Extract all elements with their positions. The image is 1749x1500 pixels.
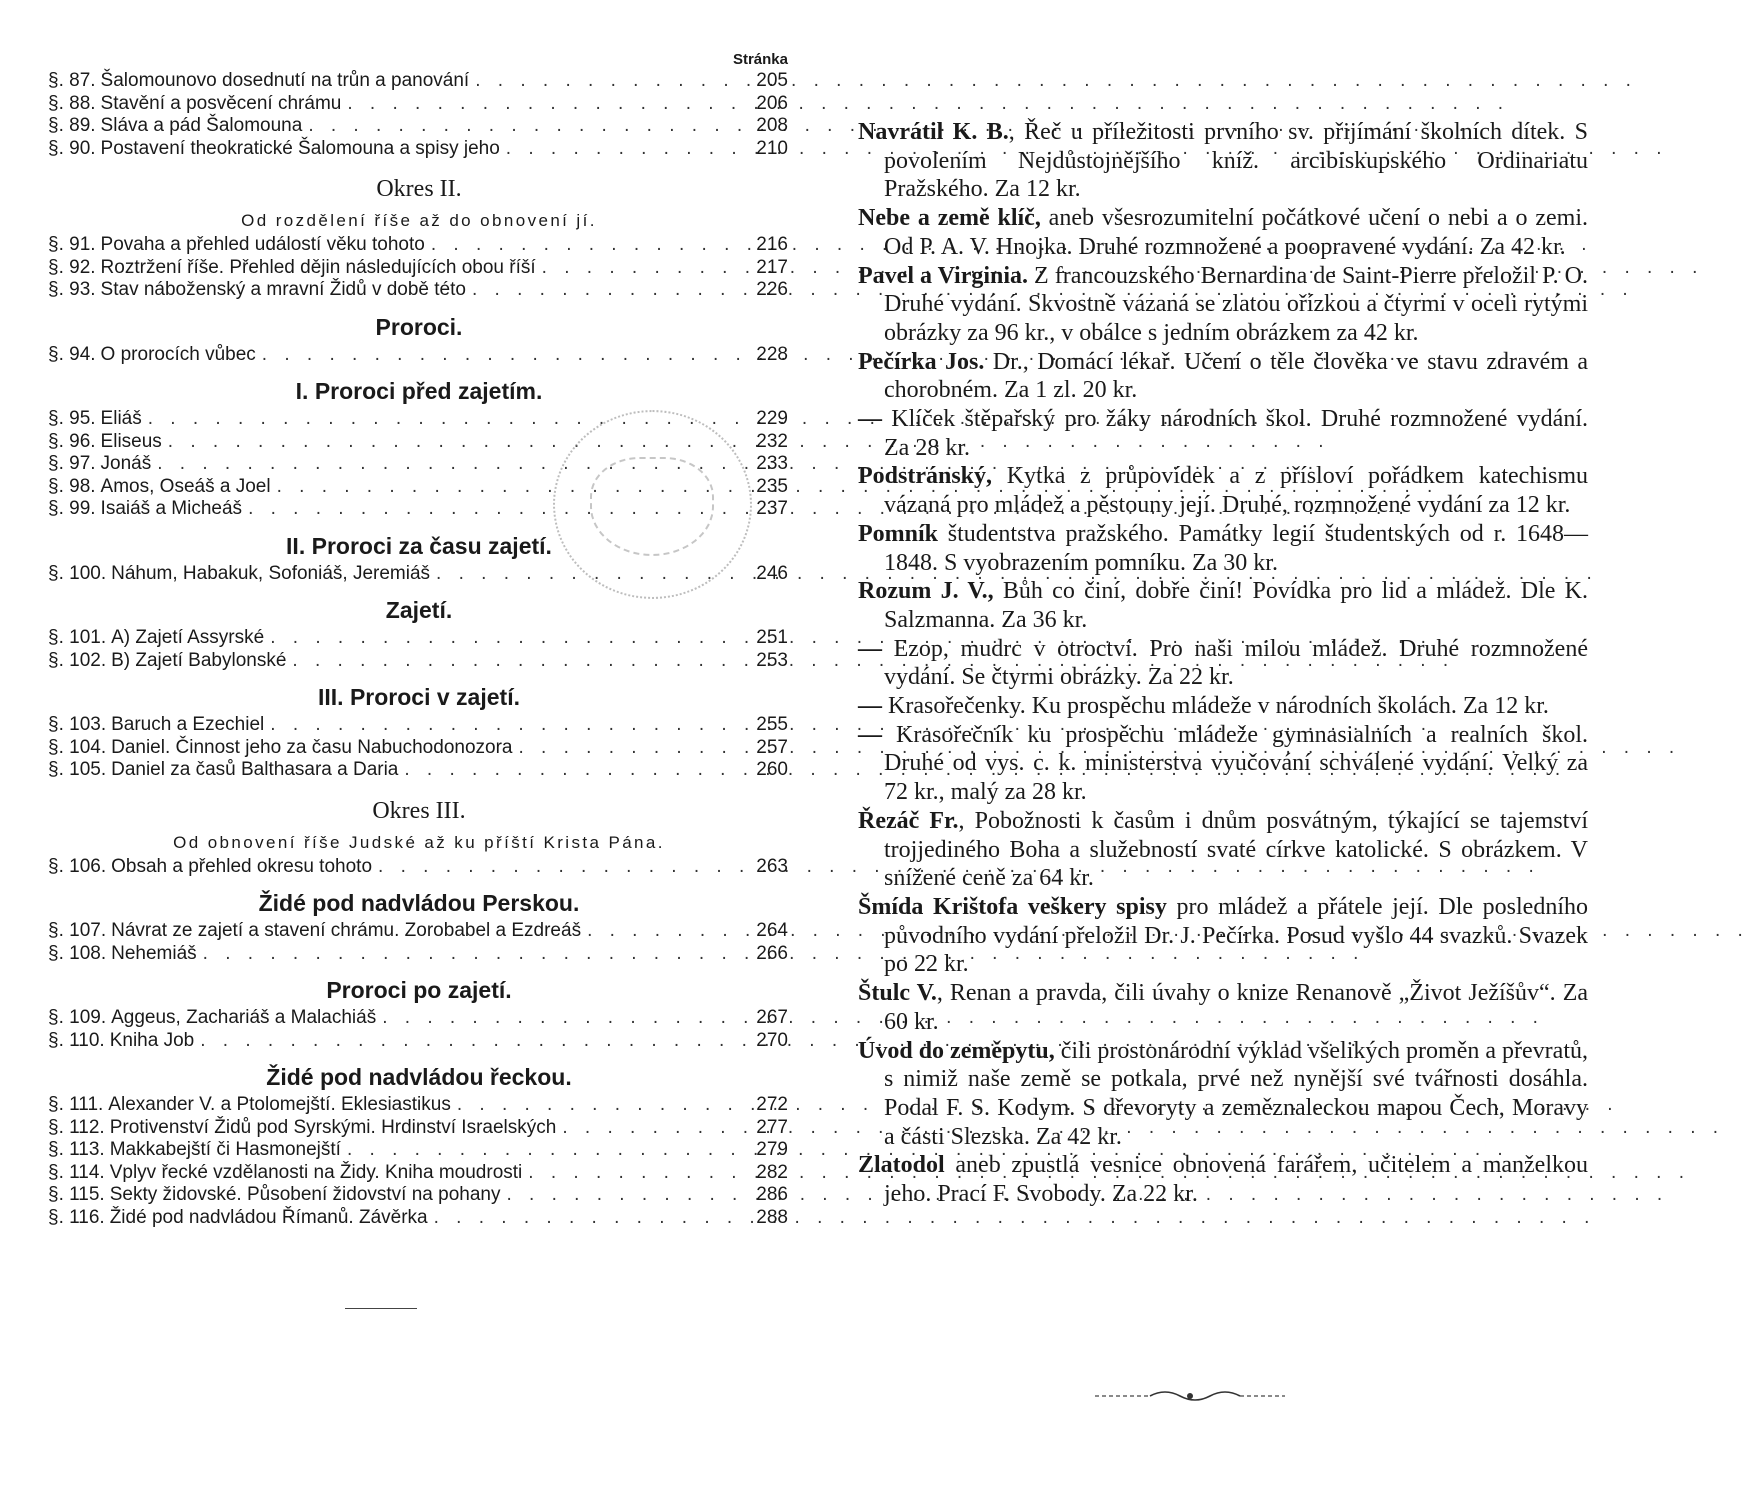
section-title: Daniel. Činnost jeho za času Nabuchodonozora xyxy=(111,736,513,758)
toc-entry xyxy=(48,1094,790,1117)
leader-dots xyxy=(581,920,738,943)
page-number: 282 xyxy=(756,1161,788,1183)
leader-dots xyxy=(264,714,738,737)
book-description: Bůh co činí, dobře činí! Povídka pro lid a mládež. Dle K. Salzmanna. Za 36 kr. xyxy=(884,578,1588,633)
toc-entry xyxy=(48,257,790,280)
table-of-contents xyxy=(48,70,790,1229)
section-title: O prorocích vůbec xyxy=(100,343,256,365)
section-number: §. 92. xyxy=(48,256,96,278)
toc-entry xyxy=(48,856,790,879)
section-title: Povaha a přehled událostí věku tohoto xyxy=(100,234,425,255)
page-number: 217 xyxy=(756,256,788,278)
book-author-title: — xyxy=(858,635,882,662)
book-listing xyxy=(858,405,1588,462)
toc-entry xyxy=(48,279,790,302)
toc-entry xyxy=(48,737,790,760)
page-number: 260 xyxy=(756,759,788,780)
page-number: 255 xyxy=(756,714,788,735)
book-author-title: Nebe a země klíč, xyxy=(858,205,1041,232)
section-number: §. 97. xyxy=(48,453,96,474)
book-author-title: Štulc V. xyxy=(858,980,937,1007)
page-number: 235 xyxy=(756,475,788,497)
book-description: Dr., Domácí lékař. Učení o těle člověka ve stavu zdravém a chorobném. Za 1 zl. 20 kr. xyxy=(884,348,1588,404)
toc-entry xyxy=(48,714,790,737)
leader-dots xyxy=(428,1207,738,1230)
section-number: §. 98. xyxy=(48,475,96,497)
book-author-title: — xyxy=(858,721,882,748)
section-number: §. 88. xyxy=(48,92,96,114)
page-number: 210 xyxy=(756,137,788,159)
page-number: 264 xyxy=(756,920,788,941)
book-listing xyxy=(858,1151,1588,1208)
section-title: Šalomounovo dosednutí na trůn a panování xyxy=(100,70,470,91)
section-title: Kniha Job xyxy=(109,1029,195,1051)
section-heading: Proroci po zajetí. xyxy=(326,977,512,1003)
section-title: Nehemiáš xyxy=(111,942,197,964)
toc-entry xyxy=(48,650,790,673)
period-subtitle: Od rozdělení říše až do obnovení jí. xyxy=(241,211,597,230)
section-number: §. 108. xyxy=(48,942,107,964)
book-author-title: — xyxy=(858,406,882,433)
book-description: Kytka z průpovídek a z přísloví pořádkem katechismu vázaná pro mládež a pěstouny její. Druhé, rozmnožené vydání za 12 kr. xyxy=(884,463,1588,519)
section-number: §. 106. xyxy=(48,855,107,877)
book-listing xyxy=(858,118,1588,204)
book-listing xyxy=(858,520,1588,577)
leader-dots xyxy=(372,856,738,879)
page-number: 266 xyxy=(756,942,788,964)
page-number: 288 xyxy=(756,1206,788,1228)
period-heading: Okres III. xyxy=(372,797,466,824)
page-number: 208 xyxy=(756,115,788,136)
section-number: §. 93. xyxy=(48,279,96,300)
section-title: Eliáš xyxy=(100,408,142,429)
leader-dots xyxy=(341,1139,738,1162)
book-listing xyxy=(858,807,1588,893)
page-number: 270 xyxy=(756,1029,788,1051)
page-number: 263 xyxy=(756,855,788,877)
page-number: 257 xyxy=(756,736,788,758)
section-heading: Židé pod nadvládou řeckou. xyxy=(266,1064,572,1090)
section-title: B) Zajetí Babylonské xyxy=(111,649,287,671)
library-stamp xyxy=(553,410,752,599)
page-number: 205 xyxy=(756,70,788,91)
period-heading: Okres II. xyxy=(376,176,462,202)
book-description: Ezop, mudrc v otroctví. Pro naši milou mládež. Druhé rozmnožené vydání. Se čtyrmi obrázky. Za 22 kr. xyxy=(882,635,1588,691)
toc-entry xyxy=(48,344,790,367)
book-description: , Renan a pravda, čili úvahy o knize Renanově „Život Ježíšův“. Za 60 kr. xyxy=(884,980,1589,1035)
ornament-divider xyxy=(1095,1388,1285,1404)
section-title: Eliseus xyxy=(100,430,162,452)
section-number: §. 102. xyxy=(48,649,107,671)
toc-entry xyxy=(48,234,790,257)
page-number: 233 xyxy=(756,453,788,474)
section-title: Sekty židovské. Působení židovství na pohany xyxy=(109,1184,501,1205)
leader-dots xyxy=(512,737,738,760)
left-page-contents xyxy=(48,50,790,1229)
section-heading: II. Proroci za času zajetí. xyxy=(286,532,552,559)
book-listing xyxy=(858,692,1588,721)
toc-entry xyxy=(48,1030,790,1053)
section-title: Makkabejští či Hasmonejští xyxy=(109,1139,341,1160)
page-number: 253 xyxy=(756,649,788,671)
page-number: 279 xyxy=(756,1139,788,1160)
page-number: 229 xyxy=(756,408,788,429)
section-number: §. 115. xyxy=(48,1184,105,1205)
section-number: §. 116. xyxy=(48,1206,105,1228)
section-number: §. 99. xyxy=(48,498,96,519)
book-description: Klíček štěpařský pro žáky národních škol. Druhé rozmnožené vydání. Za 28 kr. xyxy=(882,406,1588,461)
section-number: §. 104. xyxy=(48,736,107,758)
book-author-title: Navrátil K. B. xyxy=(858,119,1009,145)
leader-dots xyxy=(522,1162,738,1185)
section-number: §. 96. xyxy=(48,430,96,452)
section-number: §. 109. xyxy=(48,1007,107,1028)
toc-entry xyxy=(48,1007,790,1030)
leader-dots xyxy=(194,1030,738,1053)
section-heading: Proroci. xyxy=(375,313,463,340)
book-description: aneb všesrozumitelní počátkové učení o nebi a o zemi. Od P. A. V. Hnojka. Druhé rozmnožené a poopravené vydání. Za 42 kr. xyxy=(884,205,1588,260)
book-description: Z francouzského Bernardina de Saint-Pierre přeložil P. O. Druhé vydání. Skvostně vázaná se zlatou ořízkou a čtyrmi v oceli rytými obrázky za 96 kr., v obálce s jedním obrázkem za 42 kr. xyxy=(884,262,1588,346)
book-listing xyxy=(858,262,1588,348)
book-listing xyxy=(858,577,1588,634)
book-listing xyxy=(858,204,1588,261)
toc-entry xyxy=(48,93,790,116)
book-listing xyxy=(858,348,1588,405)
section-title: A) Zajetí Assyrské xyxy=(111,627,265,648)
right-page-advertisements xyxy=(858,118,1588,1209)
leader-dots xyxy=(556,1117,738,1140)
book-description: Krasořečenky. Ku prospěchu mládeže v národních školách. Za 12 kr. xyxy=(882,693,1549,720)
book-listing xyxy=(858,1037,1588,1152)
section-title: Obsah a přehled okresu tohoto xyxy=(111,855,373,877)
section-title: Sláva a pád Šalomouna xyxy=(100,115,303,136)
book-description: , Řeč u příležitosti prvního sv. přijímání školních dítek. S povolením Nejdůstojnějšího kníž. arcibiskupského Ordinariatu Pražského. Za 12 kr. xyxy=(884,119,1588,203)
section-number: §. 100. xyxy=(48,562,107,584)
toc-entry xyxy=(48,1117,790,1140)
toc-entry xyxy=(48,138,790,161)
section-number: §. 101. xyxy=(48,627,107,648)
section-number: §. 114. xyxy=(48,1161,105,1183)
page-number: 246 xyxy=(756,562,788,584)
page-number: 251 xyxy=(756,627,788,648)
leader-dots xyxy=(256,344,738,367)
section-title: Jonáš xyxy=(100,453,152,474)
section-number: §. 110. xyxy=(48,1029,105,1051)
leader-dots xyxy=(469,70,738,93)
book-description: Krasořečník ku prospěchu mládeže gymnasialních a realních škol. Druhé od vys. c. k. ministerstva vyučování schválené vydání. Velký za 72 kr., malý za 28 kr. xyxy=(882,721,1588,806)
book-listing xyxy=(858,893,1588,979)
page-number: 286 xyxy=(756,1184,788,1205)
page-number: 277 xyxy=(756,1116,788,1138)
book-description: , Pobožnosti k časům i dnům posvátným, týkající se tajemství trojjediného Boha a služebností svaté církve katolické. S obrázkem. V snížené ceně za 64 kr. xyxy=(884,807,1588,892)
section-number: §. 113. xyxy=(48,1139,105,1160)
book-author-title: Podstránský, xyxy=(858,463,993,490)
toc-entry xyxy=(48,1162,790,1185)
section-number: §. 103. xyxy=(48,714,107,735)
book-description: študentstva pražského. Památky legií študentských od r. 1648—1848. S vyobrazením pomníku. Za 30 kr. xyxy=(884,520,1588,576)
section-title: Amos, Oseáš a Joel xyxy=(100,475,271,497)
leader-dots xyxy=(451,1094,738,1117)
section-number: §. 94. xyxy=(48,343,96,365)
leader-dots xyxy=(500,1184,738,1207)
period-subtitle: Od obnovení říše Judské až ku příští Krista Pána. xyxy=(173,832,665,852)
toc-entry xyxy=(48,1139,790,1162)
page-number: 228 xyxy=(756,343,788,365)
section-title: Postavení theokratické Šalomouna a spisy jeho xyxy=(100,137,500,159)
book-author-title: Řezáč Fr. xyxy=(858,807,959,834)
section-number: §. 107. xyxy=(48,920,107,941)
section-heading: Židé pod nadvládou Perskou. xyxy=(258,890,580,916)
book-author-title: Pečírka Jos. xyxy=(858,348,985,375)
book-listing xyxy=(858,979,1588,1036)
page-number: 232 xyxy=(756,430,788,452)
toc-entry xyxy=(48,920,790,943)
leader-dots xyxy=(341,93,738,116)
book-author-title: Zlatodol xyxy=(858,1152,945,1179)
book-author-title: Šmída Krištofa veškery spisy xyxy=(858,893,1167,920)
leader-dots xyxy=(376,1007,738,1030)
book-author-title: Pomník xyxy=(858,520,939,547)
page-number: 237 xyxy=(756,498,788,519)
section-number: §. 89. xyxy=(48,115,96,136)
section-heading: I. Proroci před zajetím. xyxy=(295,378,543,404)
book-description: pro mládež a přátele její. Dle posledního původního vydání přeložil Dr. J. Pečírka. Posud vyšlo 44 svazků. Svazek po 22 kr. xyxy=(884,893,1589,978)
leader-dots xyxy=(536,257,738,280)
section-title: Isaiáš a Micheáš xyxy=(100,498,243,519)
page-column-header: Stránka xyxy=(732,51,788,68)
section-title: Náhum, Habakuk, Sofoniáš, Jeremiáš xyxy=(111,562,431,584)
toc-entry xyxy=(48,759,790,782)
page-number: 267 xyxy=(756,1007,788,1028)
end-rule xyxy=(345,1308,417,1309)
book-author-title: Rozum J. V., xyxy=(858,578,994,605)
section-number: §. 112. xyxy=(48,1116,105,1138)
section-title: Aggeus, Zachariáš a Malachiáš xyxy=(111,1007,377,1028)
section-title: Stav náboženský a mravní Židů v době této xyxy=(100,279,466,300)
page-number: 272 xyxy=(756,1094,788,1115)
toc-entry xyxy=(48,115,790,138)
book-author-title: — xyxy=(858,693,882,720)
section-title: Vplyv řecké vzdělanosti na Židy. Kniha moudrosti xyxy=(109,1161,523,1183)
leader-dots xyxy=(264,627,738,650)
section-title: Baruch a Ezechiel xyxy=(111,714,265,735)
section-number: §. 105. xyxy=(48,759,107,780)
section-heading: III. Proroci v zajetí. xyxy=(318,684,520,710)
section-number: §. 91. xyxy=(48,234,96,255)
leader-dots xyxy=(302,115,738,138)
leader-dots xyxy=(425,234,738,257)
book-author-title: Pavel a Virginia. xyxy=(858,262,1029,289)
book-listing xyxy=(858,635,1588,692)
page-number: 226 xyxy=(756,279,788,300)
leader-dots xyxy=(466,279,738,302)
page-number: 216 xyxy=(756,234,788,255)
section-number: §. 95. xyxy=(48,408,96,429)
toc-entry xyxy=(48,1184,790,1207)
section-heading: Zajetí. xyxy=(385,597,453,623)
section-number: §. 111. xyxy=(48,1094,104,1115)
section-title: Roztržení říše. Přehled dějin následujících obou říší xyxy=(100,256,536,278)
section-title: Daniel za časů Balthasara a Daria xyxy=(111,759,399,780)
section-title: Židé pod nadvládou Římanů. Závěrka xyxy=(109,1206,428,1228)
book-author-title: Úvod do zeměpytu, xyxy=(858,1037,1055,1064)
book-description: aneb zpustlá vesnice obnovená farářem, učitelem a manželkou jeho. Prací F. Svobody. Za 22 kr. xyxy=(884,1152,1588,1208)
section-title: Alexander V. a Ptolomejští. Eklesiastikus xyxy=(108,1094,451,1115)
section-number: §. 87. xyxy=(48,70,96,91)
section-title: Stavění a posvěcení chrámu xyxy=(100,92,342,114)
leader-dots xyxy=(500,138,738,161)
book-listing xyxy=(858,721,1588,807)
book-description: čili prostonárodní výklad všelikých proměn a převratů, s nimiž naše země se potkala, prvé než nynější své tvářnosti dosáhla. Podal F. S. Kodym. S dřevoryty a zeměznaleckou mapou Čech, Moravy a části Slezska. Za 42 kr. xyxy=(884,1037,1588,1150)
toc-entry xyxy=(48,627,790,650)
leader-dots xyxy=(398,759,738,782)
page-number: 206 xyxy=(756,92,788,114)
leader-dots xyxy=(197,943,738,966)
book-listing xyxy=(858,462,1588,519)
section-title: Protivenství Židů pod Syrskými. Hrdinství Israelských xyxy=(109,1116,557,1138)
toc-entry xyxy=(48,943,790,966)
section-number: §. 90. xyxy=(48,137,96,159)
toc-entry xyxy=(48,1207,790,1230)
leader-dots xyxy=(286,650,738,673)
section-title: Návrat ze zajetí a stavení chrámu. Zorobabel a Ezdreáš xyxy=(111,920,582,941)
toc-entry xyxy=(48,70,790,93)
